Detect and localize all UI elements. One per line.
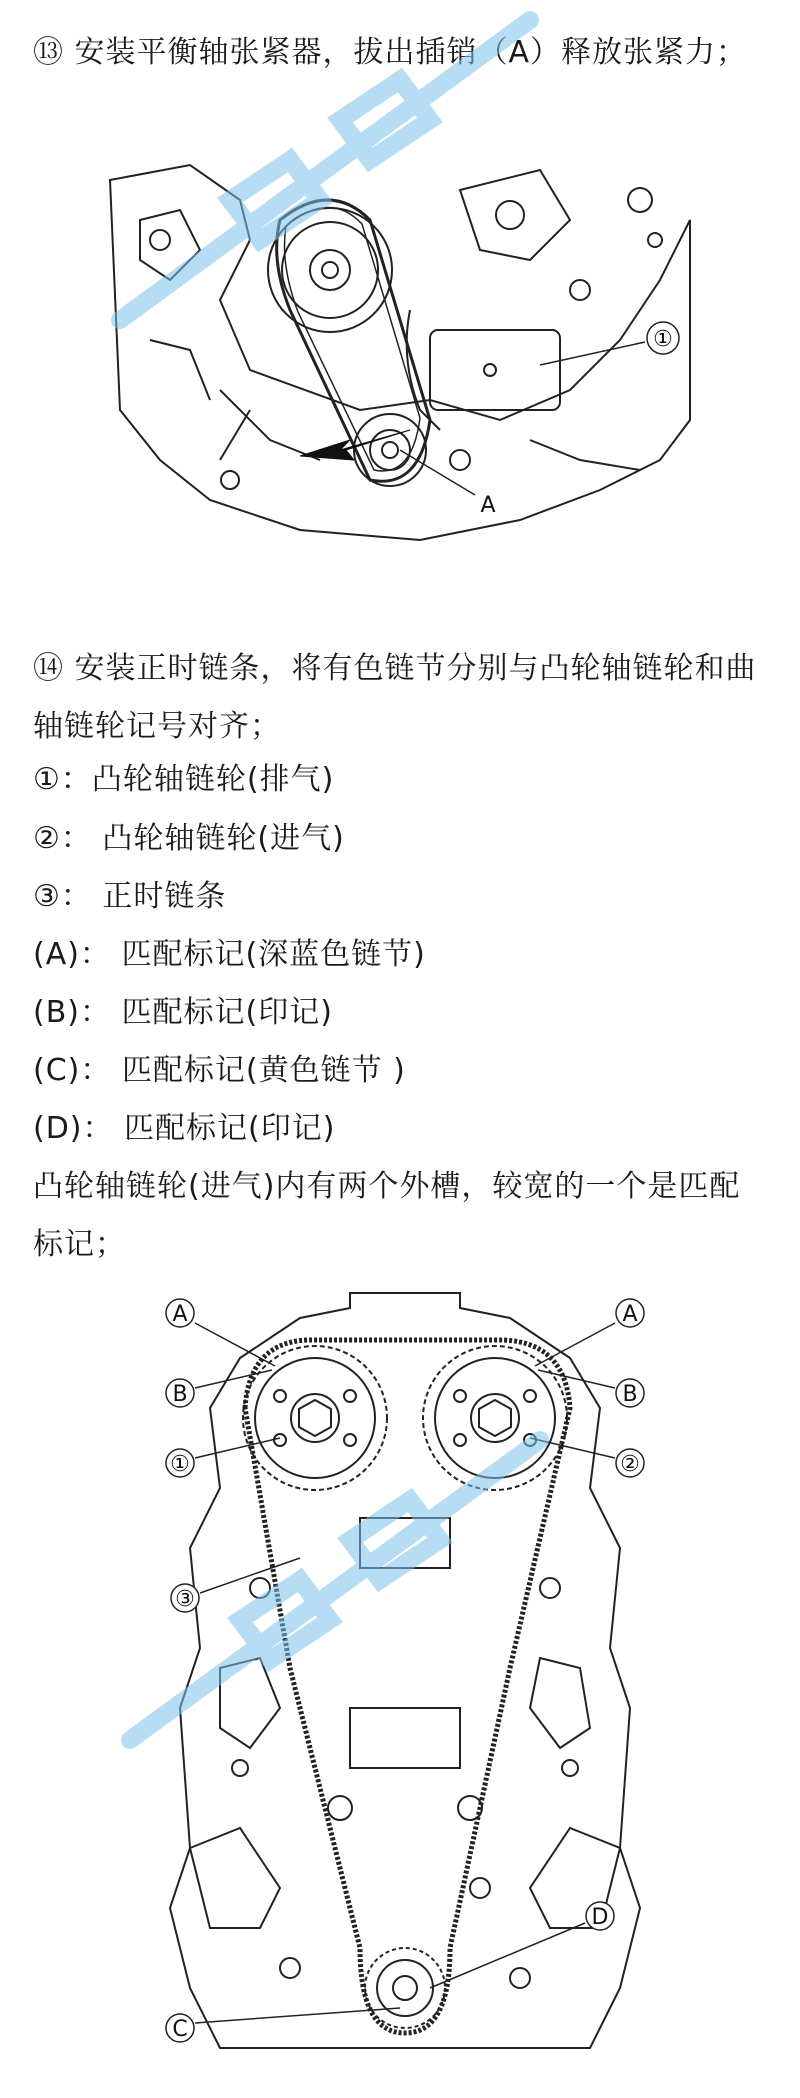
callout-3: ③ [175, 1587, 195, 1612]
legend-line-5: (B)： 匹配标记(印记) [33, 995, 333, 1030]
callout-a: A [480, 493, 496, 518]
timing-chain-diagram [150, 1288, 660, 2068]
callout-1: ① [170, 1452, 190, 1477]
callout-b-left: B [172, 1382, 188, 1407]
legend-line-6: (C)： 匹配标记(黄色链节 ) [33, 1053, 406, 1088]
callout-c: C [172, 2017, 188, 2042]
callout-1: ① [653, 327, 673, 352]
crankshaft-sprocket [365, 1948, 445, 2028]
callout-a-left: A [172, 1302, 188, 1327]
callout-a-right: A [622, 1302, 638, 1327]
legend-line-2: ②： 凸轮轴链轮(进气) [33, 821, 345, 856]
step14-intro: ⑭ 安装正时链条，将有色链节分别与凸轮轴链轮和曲轴链轮记号对齐； [33, 651, 757, 744]
tensioner-diagram [100, 160, 700, 558]
legend-line-1: ①：凸轮轴链轮(排气) [33, 762, 335, 797]
step14-note: 凸轮轴链轮(进气)内有两个外槽，较宽的一个是匹配标记； [33, 1169, 741, 1262]
legend-line-7: (D)： 匹配标记(印记) [33, 1111, 336, 1146]
engine-block-outline [170, 1293, 640, 2048]
legend-line-4: (A)： 匹配标记(深蓝色链节) [33, 937, 426, 972]
intake-cam-sprocket [423, 1346, 567, 1490]
legend-line-3: ③： 正时链条 [33, 879, 227, 914]
callout-2: ② [620, 1452, 640, 1477]
timing-chain [245, 1340, 570, 2033]
step13-text: ⑬ 安装平衡轴张紧器，拔出插销（A）释放张紧力； [33, 35, 748, 70]
exhaust-cam-sprocket [243, 1346, 387, 1490]
callout-b-right: B [622, 1382, 638, 1407]
callout-d: D [591, 1905, 609, 1930]
